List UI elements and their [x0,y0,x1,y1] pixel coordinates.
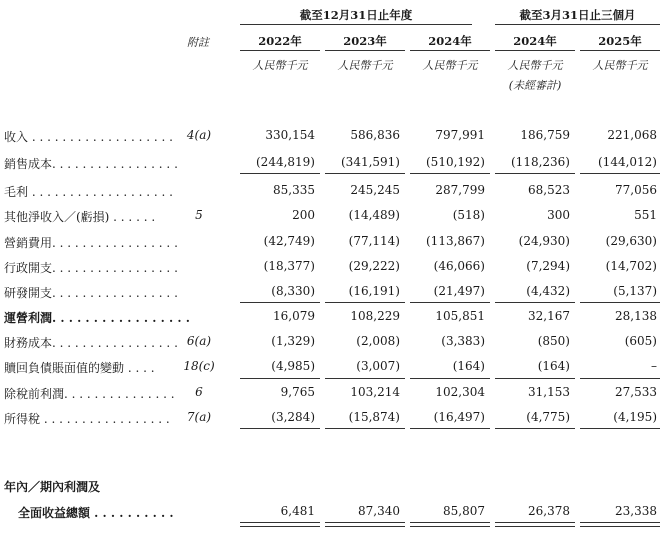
column-unaudited: (未經審計) [508,79,562,92]
row-note: 6 [195,385,203,399]
header-group-quarterly-rule [495,24,660,25]
row-value: (14,702) [605,259,657,273]
row-value: (77,114) [348,234,400,248]
subtotal-rule [240,173,320,174]
row-value: (2,008) [356,334,400,348]
header-group-annual: 截至12月31日止年度 [299,8,413,22]
header-group-quarterly: 截至3月31日止三個月 [519,8,636,22]
column-unit: 人民幣千元 [337,59,393,72]
row-value: 28,138 [615,309,657,323]
column-year-rule [495,50,575,51]
row-value: (29,222) [348,259,400,273]
row-value: (3,007) [356,359,400,373]
subtotal-rule [580,173,660,174]
row-label: 營銷費用. . . . . . . . . . . . . . . . . [4,236,178,250]
subtotal-rule [495,302,575,303]
column-unit: 人民幣千元 [422,59,478,72]
final-label-line1: 年內／期內利潤及 [4,480,101,494]
row-label: 行政開支. . . . . . . . . . . . . . . . . [4,261,178,275]
row-value: 200 [292,208,315,222]
row-value: 68,523 [528,183,570,197]
subtotal-rule [410,302,490,303]
subtotal-rule [410,428,490,429]
final-label-line2: 全面收益總額 . . . . . . . . . . [18,506,174,520]
column-year-rule [580,50,660,51]
row-value: 586,836 [350,128,400,142]
row-value: (8,330) [271,284,315,298]
row-label: 銷售成本. . . . . . . . . . . . . . . . . [4,157,178,171]
row-value: 31,153 [528,385,570,399]
row-value: (24,930) [518,234,570,248]
subtotal-rule [495,173,575,174]
row-value: 77,056 [615,183,657,197]
row-value: 103,214 [350,385,400,399]
row-value: (4,775) [526,410,570,424]
row-value: 27,533 [615,385,657,399]
row-label: 除稅前利潤. . . . . . . . . . . . . . . [4,387,175,401]
row-value: 551 [634,208,657,222]
row-value: (21,497) [433,284,485,298]
column-year: 2024年 [513,34,557,48]
row-value: (164) [537,359,570,373]
row-value: (18,377) [263,259,315,273]
row-value: 16,079 [273,309,315,323]
subtotal-rule [495,378,575,379]
total-double-rule [240,522,320,527]
row-note: 4(a) [186,128,212,142]
row-value: (3,383) [441,334,485,348]
row-value: 9,765 [280,385,315,399]
total-double-rule [495,522,575,527]
row-note: 5 [195,208,203,222]
column-year: 2023年 [343,34,387,48]
row-value: (46,066) [433,259,485,273]
row-value: (144,012) [598,155,657,169]
subtotal-rule [580,302,660,303]
header-group-annual-rule [240,24,472,25]
row-label: 收入 . . . . . . . . . . . . . . . . . . . [4,130,173,144]
row-value: (15,874) [348,410,400,424]
row-value: 300 [547,208,570,222]
row-label: 所得稅 . . . . . . . . . . . . . . . . . [4,412,170,426]
row-value: (14,489) [348,208,400,222]
row-value: 797,991 [435,128,485,142]
column-year-rule [240,50,320,51]
subtotal-rule [325,302,405,303]
column-year: 2024年 [428,34,472,48]
column-unit: 人民幣千元 [592,59,648,72]
total-double-rule [580,522,660,527]
subtotal-rule [240,378,320,379]
subtotal-rule [240,428,320,429]
row-label: 其他淨收入／(虧損) . . . . . . [4,210,156,224]
column-unit: 人民幣千元 [507,59,563,72]
row-value: (518) [452,208,485,222]
row-value: (118,236) [511,155,570,169]
column-unit: 人民幣千元 [252,59,308,72]
row-label: 贖回負債賬面值的變動 . . . . [4,361,155,375]
row-value: (42,749) [263,234,315,248]
row-note: 7(a) [186,410,212,424]
row-label: 毛利 . . . . . . . . . . . . . . . . . . . [4,185,173,199]
row-value: 85,335 [273,183,315,197]
row-value: 32,167 [528,309,570,323]
column-year: 2025年 [598,34,642,48]
subtotal-rule [240,302,320,303]
note-header: 附註 [187,36,209,49]
total-double-rule [325,522,405,527]
row-value: (16,191) [348,284,400,298]
row-value: (510,192) [426,155,485,169]
subtotal-rule [325,428,405,429]
row-value: (7,294) [526,259,570,273]
total-double-rule [410,522,490,527]
row-note: 18(c) [183,359,215,373]
subtotal-rule [325,173,405,174]
subtotal-rule [580,378,660,379]
row-value: 221,068 [607,128,657,142]
row-value: (1,329) [271,334,315,348]
row-value: (4,432) [526,284,570,298]
total-value: 85,807 [443,504,485,518]
row-label: 研發開支. . . . . . . . . . . . . . . . . [4,286,178,300]
subtotal-rule [410,173,490,174]
row-value: 287,799 [435,183,485,197]
total-value: 6,481 [280,504,315,518]
column-year-rule [410,50,490,51]
row-value: 102,304 [435,385,485,399]
row-value: 245,245 [350,183,400,197]
column-year-rule [325,50,405,51]
row-value: (3,284) [271,410,315,424]
total-value: 87,340 [358,504,400,518]
row-value: (5,137) [613,284,657,298]
row-value: – [651,359,657,373]
row-value: (850) [537,334,570,348]
row-value: (244,819) [256,155,315,169]
row-label: 運營利潤. . . . . . . . . . . . . . . . . [4,311,190,325]
total-value: 23,338 [615,504,657,518]
subtotal-rule [410,378,490,379]
row-label: 財務成本. . . . . . . . . . . . . . . . . [4,336,178,350]
row-value: (4,195) [613,410,657,424]
row-value: 108,229 [350,309,400,323]
subtotal-rule [580,428,660,429]
row-value: (605) [624,334,657,348]
subtotal-rule [495,428,575,429]
row-value: (29,630) [605,234,657,248]
subtotal-rule [325,378,405,379]
row-value: (16,497) [433,410,485,424]
row-value: (341,591) [341,155,400,169]
row-value: 105,851 [435,309,485,323]
row-value: 330,154 [265,128,315,142]
total-value: 26,378 [528,504,570,518]
row-value: (113,867) [426,234,485,248]
row-note: 6(a) [186,334,212,348]
row-value: (4,985) [271,359,315,373]
row-value: (164) [452,359,485,373]
row-value: 186,759 [520,128,570,142]
column-year: 2022年 [258,34,302,48]
